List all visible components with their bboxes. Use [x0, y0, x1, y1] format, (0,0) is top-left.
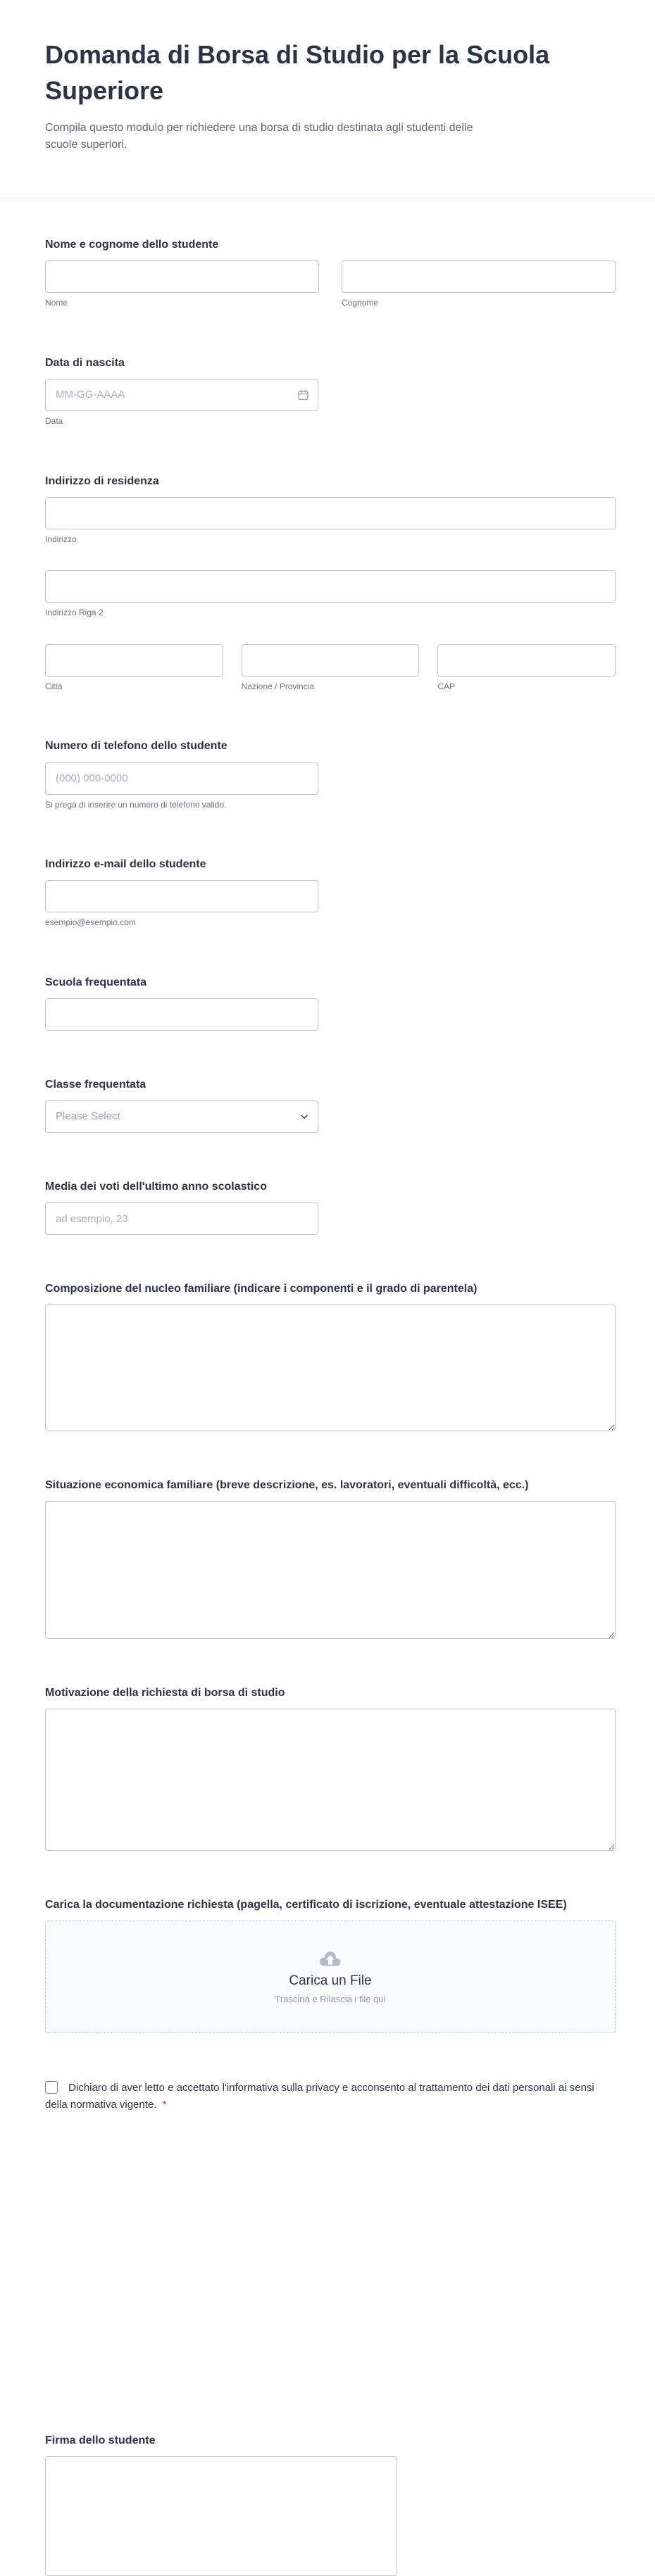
family-composition-label: Composizione del nucleo familiare (indicare i componenti e il grado di parentela)	[45, 1283, 478, 1295]
last-name-sublabel: Cognome	[342, 298, 379, 308]
field-gpa	[45, 1179, 616, 1235]
birth-date-input[interactable]	[45, 379, 318, 411]
upload-label: Carica la documentazione richiesta (pagella, certificato di iscrizione, eventuale attestazione ISEE)	[45, 1899, 567, 1911]
school-label: Scuola frequentata	[45, 976, 147, 988]
first-name-sublabel: Nome	[45, 298, 68, 308]
birth-date-sublabel: Data	[45, 415, 63, 426]
email-label: Indirizzo e-mail dello studente	[45, 858, 206, 871]
field-full-name	[45, 237, 616, 309]
zip-sublabel: CAP	[437, 681, 456, 691]
state-input[interactable]	[242, 644, 420, 677]
form-body	[0, 199, 655, 2576]
field-privacy-consent	[45, 2080, 616, 2113]
field-school	[45, 975, 616, 1031]
state-sublabel: Nazione / Provincia	[241, 681, 315, 691]
privacy-consent-row[interactable]	[45, 2080, 616, 2113]
field-grade	[45, 1077, 616, 1133]
field-address	[45, 474, 616, 693]
grade-select[interactable]	[45, 1100, 318, 1133]
last-name-input[interactable]	[342, 260, 616, 293]
economic-situation-label: Situazione economica familiare (breve descrizione, es. lavoratori, eventuali difficoltà, ecc.)	[45, 1479, 529, 1492]
phone-label: Numero di telefono dello studente	[45, 740, 227, 753]
calendar-icon[interactable]	[297, 389, 309, 401]
gpa-input[interactable]	[45, 1202, 318, 1235]
full-name-label: Nome e cognome dello studente	[45, 239, 219, 251]
field-upload	[45, 1897, 616, 2033]
family-composition-textarea[interactable]	[45, 1305, 616, 1431]
economic-situation-textarea[interactable]	[45, 1501, 616, 1639]
city-input[interactable]	[45, 644, 223, 677]
field-phone	[45, 739, 616, 810]
address-label: Indirizzo di residenza	[45, 475, 159, 487]
grade-label: Classe frequentata	[45, 1078, 146, 1091]
privacy-checkbox[interactable]	[45, 2081, 58, 2094]
motivation-label: Motivazione della richiesta di borsa di studio	[45, 1687, 285, 1699]
required-marker: *	[162, 2098, 167, 2111]
form-header	[0, 0, 655, 153]
address-line1-input[interactable]	[45, 497, 616, 529]
school-input[interactable]	[45, 998, 318, 1031]
motivation-textarea[interactable]	[45, 1709, 616, 1851]
address-line1-sublabel: Indirizzo	[45, 534, 77, 544]
field-motivation	[45, 1685, 616, 1851]
signature-label: Firma dello studente	[45, 2434, 156, 2446]
address-line2-input[interactable]	[45, 570, 616, 603]
city-sublabel: Città	[45, 681, 63, 691]
gpa-label: Media dei voti dell'ultimo anno scolastico	[45, 1180, 267, 1193]
phone-sublabel: Si prega di inserire un numero di telefono valido.	[45, 799, 227, 810]
first-name-input[interactable]	[45, 260, 319, 293]
address-line2-sublabel: Indirizzo Riga 2	[45, 608, 104, 618]
upload-hint: Trascina e Rilascia i file qui	[275, 1993, 386, 2004]
upload-button-label: Carica un File	[289, 1973, 372, 1988]
phone-input[interactable]	[45, 762, 318, 795]
signature-pad[interactable]	[45, 2456, 397, 2576]
file-upload-dropzone[interactable]	[45, 1921, 616, 2033]
field-email	[45, 857, 616, 929]
birth-date-label: Data di nascita	[45, 356, 125, 369]
field-family-composition	[45, 1281, 616, 1431]
field-birth-date	[45, 356, 616, 427]
email-sublabel: esempio@esempio.com	[45, 917, 136, 928]
field-economic-situation	[45, 1478, 616, 1639]
form-subtitle: Compila questo modulo per richiedere una borsa di studio destinata agli studenti delle scuole superiori.	[45, 122, 473, 151]
cloud-upload-icon	[318, 1950, 342, 1968]
privacy-consent-text[interactable]: Dichiaro di aver letto e accettato l'informativa sulla privacy e acconsento al trattamento dei dati personali ai sensi della normativa vigente.	[45, 2082, 594, 2111]
field-signature	[45, 2433, 616, 2576]
zip-input[interactable]	[437, 644, 616, 677]
form-title: Domanda di Borsa di Studio per la Scuola Superiore	[45, 40, 550, 106]
email-input[interactable]	[45, 880, 318, 912]
